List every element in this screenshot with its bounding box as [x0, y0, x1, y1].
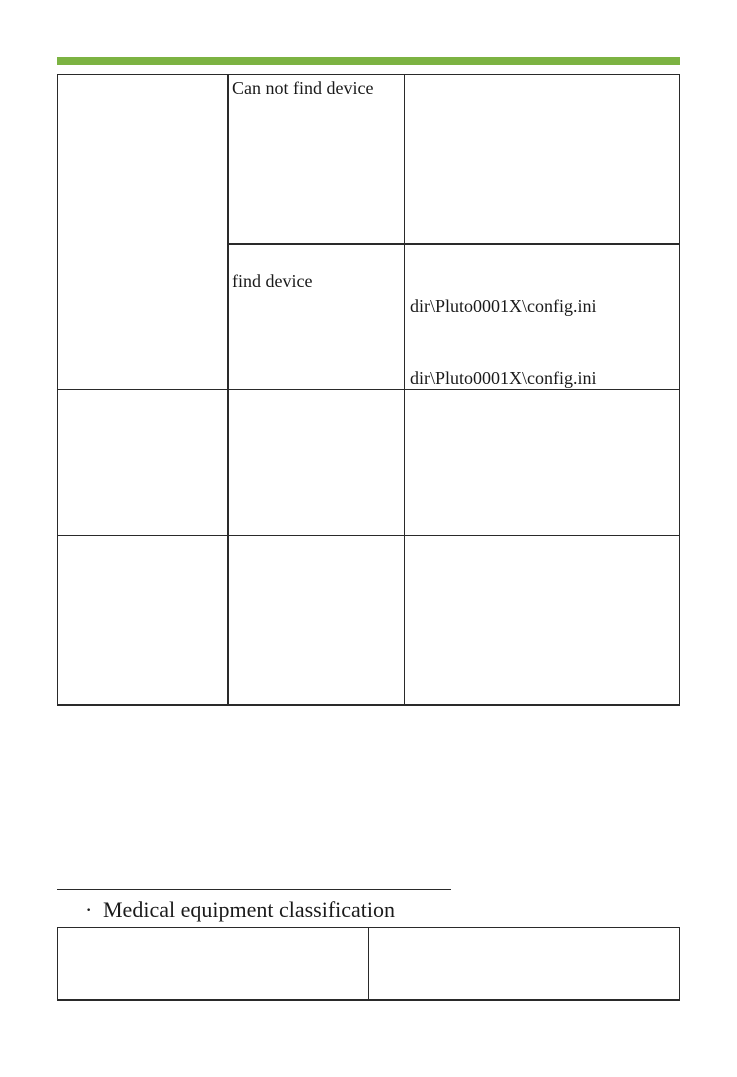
- section-bullet: ·: [85, 897, 93, 922]
- header-accent-bar: [57, 57, 680, 65]
- table-cell-config-path-2: dir\Pluto0001X\config.ini: [410, 368, 597, 388]
- table-row-divider-1: [57, 389, 680, 390]
- table-border-bottom: [57, 704, 680, 706]
- table-border-top: [57, 74, 680, 75]
- table-subrow-divider: [228, 243, 680, 245]
- table-cell-cause-not-found: Can not find device: [232, 78, 374, 98]
- class-table-column-divider: [368, 927, 369, 1001]
- table-row-divider-2: [57, 535, 680, 536]
- table-cell-cause-find-device: find device: [232, 271, 313, 291]
- section-title: Medical equipment classification: [103, 897, 396, 922]
- table-cell-config-path-1: dir\Pluto0001X\config.ini: [410, 296, 597, 316]
- class-table-border-right: [679, 927, 680, 1001]
- section-rule: [57, 889, 451, 890]
- class-table-border-left: [57, 927, 58, 1001]
